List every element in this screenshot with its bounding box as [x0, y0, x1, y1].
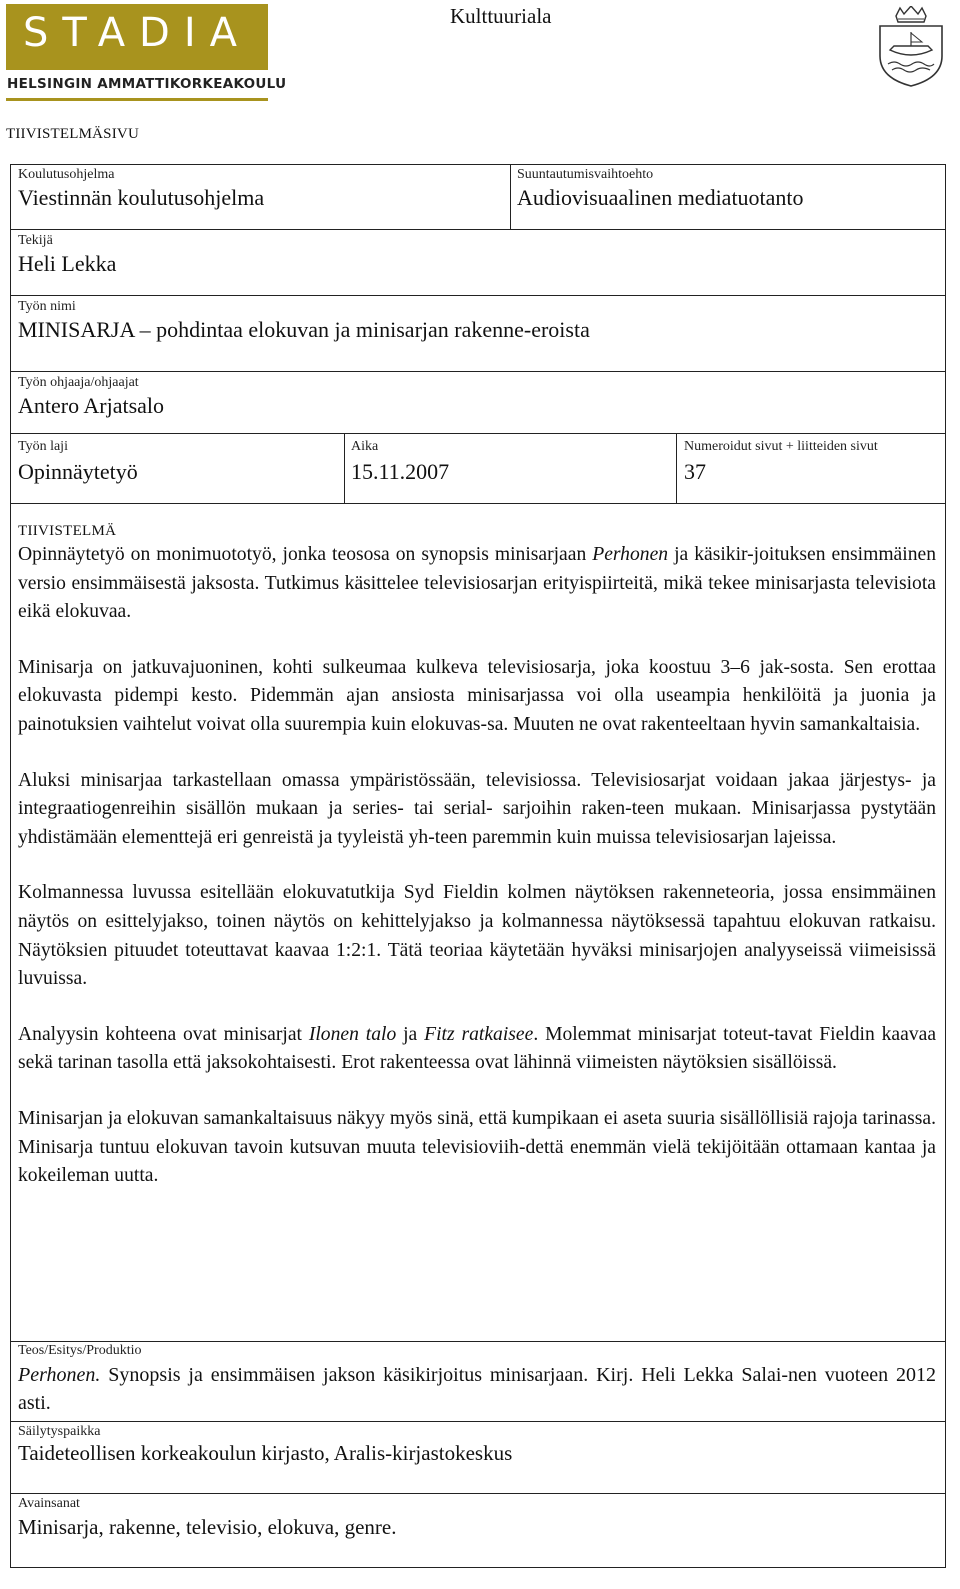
divider — [11, 1493, 945, 1494]
program-value: Viestinnän koulutusohjelma — [18, 185, 265, 210]
date-label: Aika — [351, 439, 379, 454]
author-label: Tekijä — [18, 233, 53, 248]
page-heading: TIIVISTELMÄSIVU — [6, 126, 139, 142]
divider — [11, 229, 945, 230]
storage-value: Taideteollisen korkeakoulun kirjasto, Aralis-kirjastokeskus — [18, 1441, 513, 1465]
divider — [11, 1421, 945, 1422]
abstract-paragraph: Analyysin kohteena ovat minisarjat Ilonen talo ja Fitz ratkaisee. Molemmat minisarjat toteut-tavat Fieldin kaavaa sekä tarinan tasolla että jaksokohtaisesti. Erot rakenteessa ovat lähinnä viimeisten näytöksien sisällöissä. — [18, 1023, 937, 1074]
author-value: Heli Lekka — [18, 251, 117, 276]
keywords-label: Avainsanat — [18, 1496, 80, 1511]
thesis-type-value: Opinnäytetyö — [18, 459, 138, 484]
abstract-paragraph: Kolmannessa luvussa esitellään elokuvatutkija Syd Fieldin kolmen näytöksen rakenneteoria, jossa ensimmäinen näytös on esittelyjakso, toinen näytös on kehittelyjakso ja kolmannessa näytöksessä tapahtuu elokuvan ratkaisu. Näytöksien pituudet toteuttavat kaavaa 1:2:1. Tätä teoriaa käytetään hyväksi minisarjojen analyyseissä viimeisissä luvuissa. — [18, 882, 936, 990]
abstract-form — [10, 164, 946, 1568]
production-label: Teos/Esitys/Produktio — [18, 1343, 142, 1358]
pages-value: 37 — [684, 459, 706, 484]
divider — [11, 295, 945, 296]
city-coat-of-arms-icon — [876, 6, 946, 88]
logo-wordmark: STADIA — [22, 10, 252, 56]
divider — [676, 433, 677, 503]
abstract-body — [18, 541, 936, 1191]
storage-label: Säilytyspaikka — [18, 1424, 101, 1439]
program-label: Koulutusohjelma — [18, 167, 115, 182]
title-value: MINISARJA – pohdintaa elokuvan ja minisarjan rakenne-eroista — [18, 317, 590, 342]
divider — [11, 433, 945, 434]
production-value: Perhonen. Synopsis ja ensimmäisen jakson käsikirjoitus minisarjaan. Kirj. Heli Lekka Salai-nen vuoteen 2012 asti. — [18, 1364, 936, 1414]
pages-label: Numeroidut sivut + liitteiden sivut — [684, 439, 878, 454]
abstract-paragraph: Opinnäytetyö on monimuototyö, jonka teososa on synopsis minisarjaan Perhonen ja käsikir-joituksen ensimmäinen versio ensimmäisestä jaksosta. Tutkimus käsittelee televisiosarjan erityispiirteitä, mikä tekee minisarjasta televisiota eikä elokuvaa. — [18, 544, 936, 623]
specialization-label: Suuntautumisvaihtoehto — [517, 167, 654, 182]
abstract-label: TIIVISTELMÄ — [18, 523, 117, 539]
divider — [11, 1341, 945, 1342]
divider — [11, 371, 945, 372]
date-value: 15.11.2007 — [351, 459, 450, 484]
title-label: Työn nimi — [18, 299, 76, 314]
logo-underline — [6, 98, 268, 101]
divider — [11, 503, 945, 504]
supervisor-label: Työn ohjaaja/ohjaajat — [18, 375, 139, 390]
specialization-value: Audiovisuaalinen mediatuotanto — [517, 185, 804, 210]
divider — [510, 165, 511, 229]
divider — [344, 433, 345, 503]
supervisor-value: Antero Arjatsalo — [18, 393, 165, 418]
department-name: Kulttuuriala — [450, 4, 552, 28]
stadia-logo — [6, 4, 268, 70]
keywords-value: Minisarja, rakenne, televisio, elokuva, genre. — [18, 1515, 397, 1539]
abstract-paragraph: Minisarja on jatkuvajuoninen, kohti sulkeumaa kulkeva televisiosarja, joka koostuu 3–6 jak-sosta. Sen erottaa elokuvasta pidempi kesto. Pidemmän ajan ansiosta minisarjassa voi olla useampia henkilöitä ja juonia ja painotuksien vaihtelut voivat olla suurempia kuin elokuvas-sa. Muuten ne ovat rakenteeltaan hyvin samankaltaisia. — [18, 656, 936, 735]
thesis-type-label: Työn laji — [18, 439, 68, 454]
abstract-paragraph: Aluksi minisarjaa tarkastellaan omassa ympäristössään, televisiossa. Televisiosarjat voidaan jakaa järjestys- ja integraatiogenreihin sisällön mukaan ja series- tai serial- sarjoihin raken-teen mukaan. Minisarjassa pystytään yhdistämään elementtejä eri genreistä ja tyyleistä yh-teen paremmin kuin muissa televisiosarjan lajeissa. — [18, 769, 936, 848]
abstract-paragraph: Minisarjan ja elokuvan samankaltaisuus näkyy myös sinä, että kumpikaan ei aseta suuria sisällöllisiä rajoja tarinassa. Minisarja tuntuu elokuvan tavoin kutsuvan muuta televisioviih-dettä enemmän vielä tekijöitään ottamaan kantaa ja kokeileman uutta. — [18, 1107, 936, 1187]
logo-subtitle: HELSINGIN AMMATTIKORKEAKOULU — [7, 76, 287, 92]
